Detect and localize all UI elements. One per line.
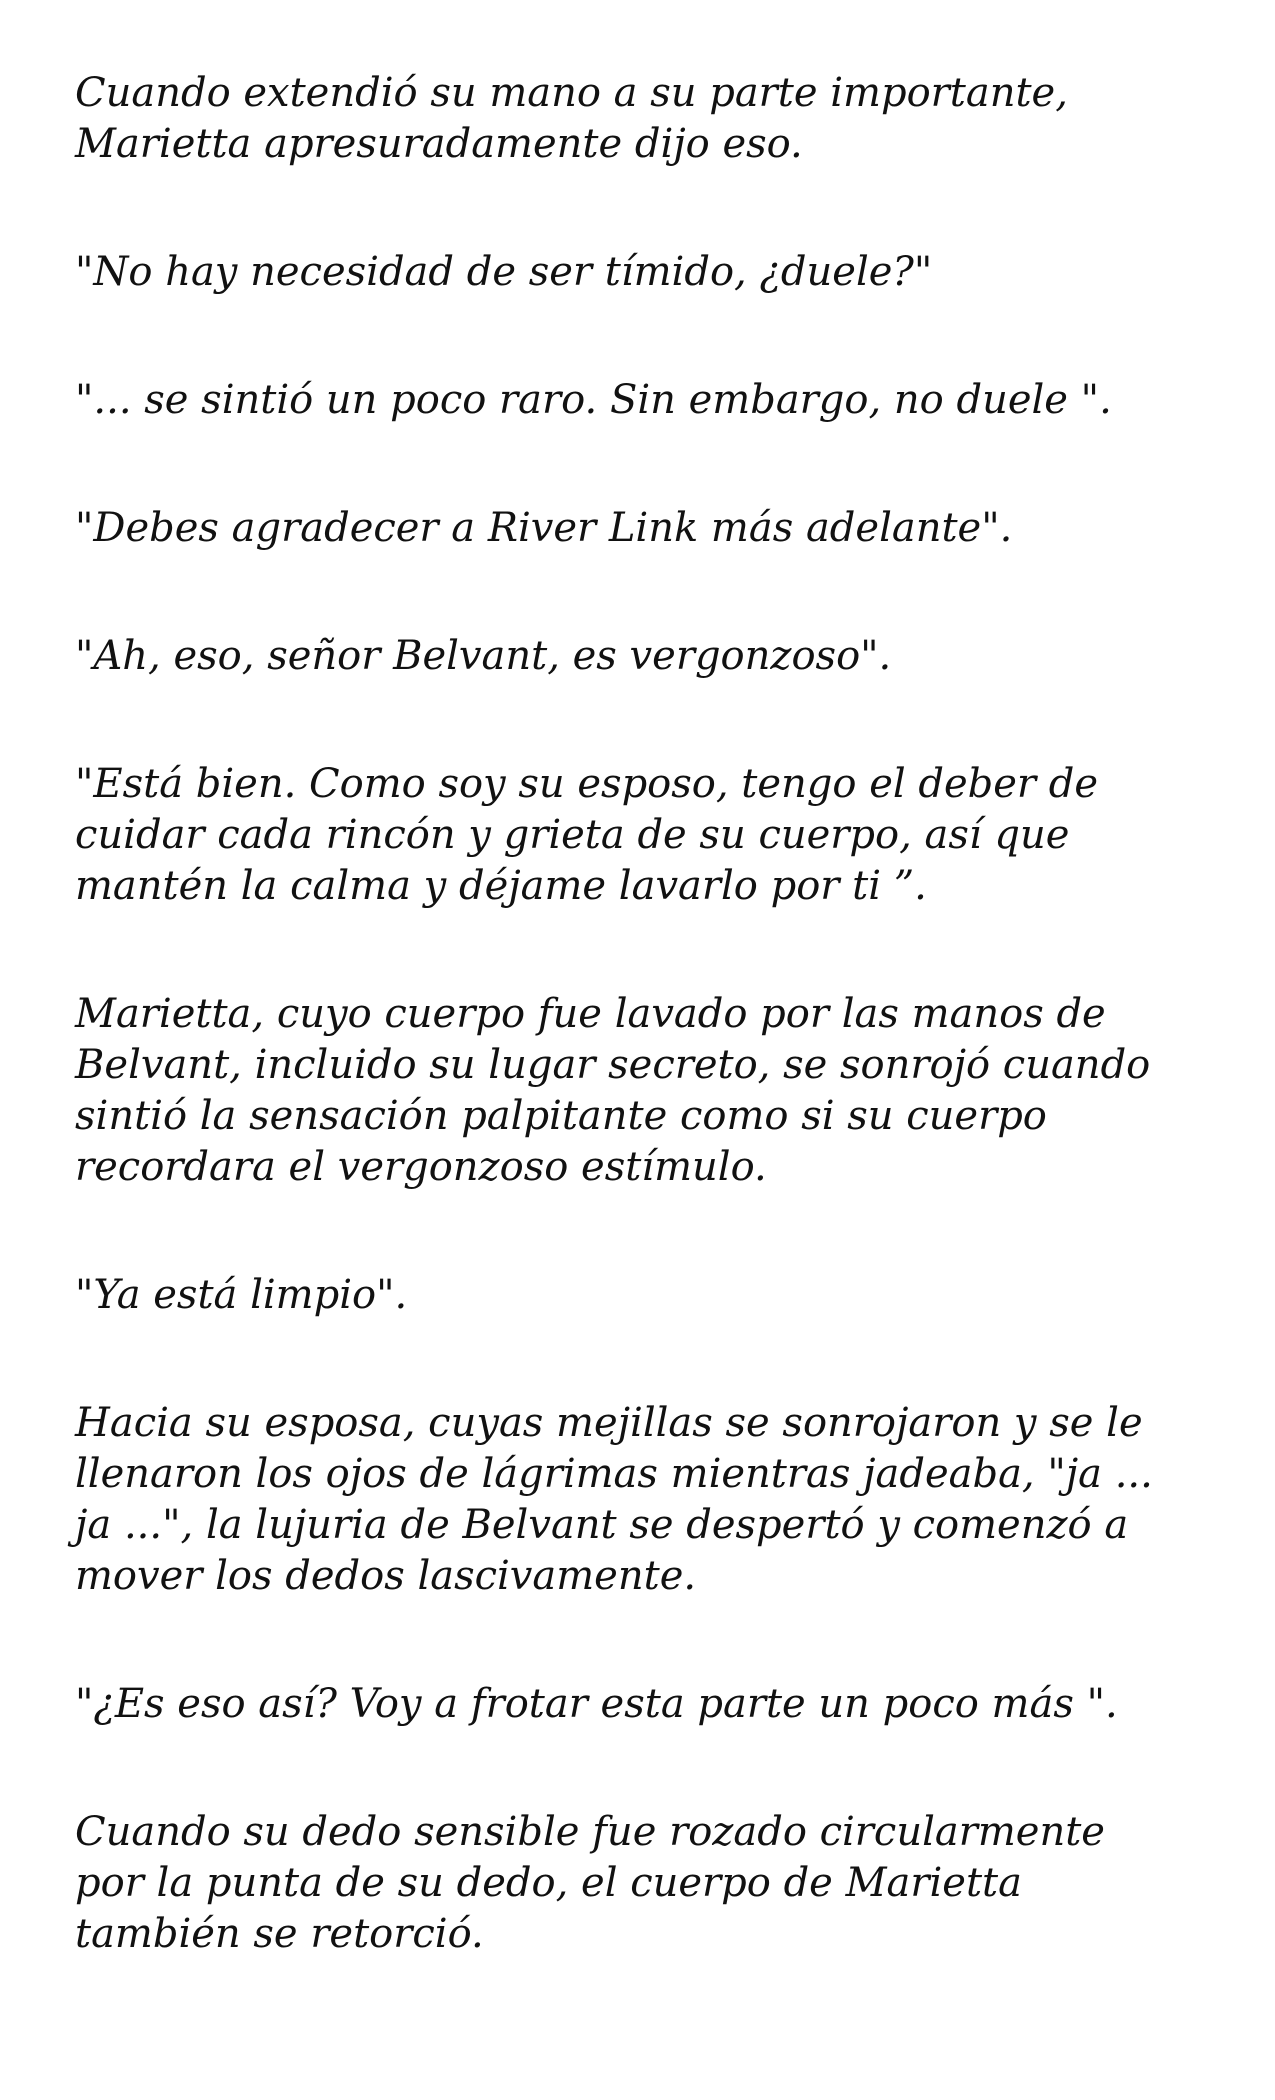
paragraph-9: Hacia su esposa, cuyas mejillas se sonrojaron y se le llenaron los ojos de lágrimas mientras jadeaba, "ja ... ja ...", la lujuria de Belvant se despertó y comenzó a mover los dedos lascivamente. [75,1400,1153,1599]
paragraph-2: "No hay necesidad de ser tímido, ¿duele?" [75,249,933,295]
paragraph-6: "Está bien. Como soy su esposo, tengo el deber de cuidar cada rincón y grieta de su cuerpo, así que mantén la calma y déjame lavarlo por ti ”. [75,761,1099,909]
paragraph-8: "Ya está limpio". [75,1272,408,1318]
paragraph-1: Cuando extendió su mano a su parte importante, Marietta apresuradamente dijo eso. [75,70,1068,167]
paragraph-5: "Ah, eso, señor Belvant, es vergonzoso". [75,633,892,679]
document-page [75,68,1225,1960]
paragraph-4: "Debes agradecer a River Link más adelante". [75,505,1013,551]
paragraph-3: "... se sintió un poco raro. Sin embargo, no duele ". [75,377,1112,423]
paragraph-11: Cuando su dedo sensible fue rozado circularmente por la punta de su dedo, el cuerpo de Marietta también se retorció. [75,1809,1105,1957]
paragraph-10: "¿Es eso así? Voy a frotar esta parte un poco más ". [75,1681,1118,1727]
paragraph-7: Marietta, cuyo cuerpo fue lavado por las manos de Belvant, incluido su lugar secreto, se sonrojó cuando sintió la sensación palpitante como si su cuerpo recordara el vergonzoso estímulo. [75,991,1151,1190]
